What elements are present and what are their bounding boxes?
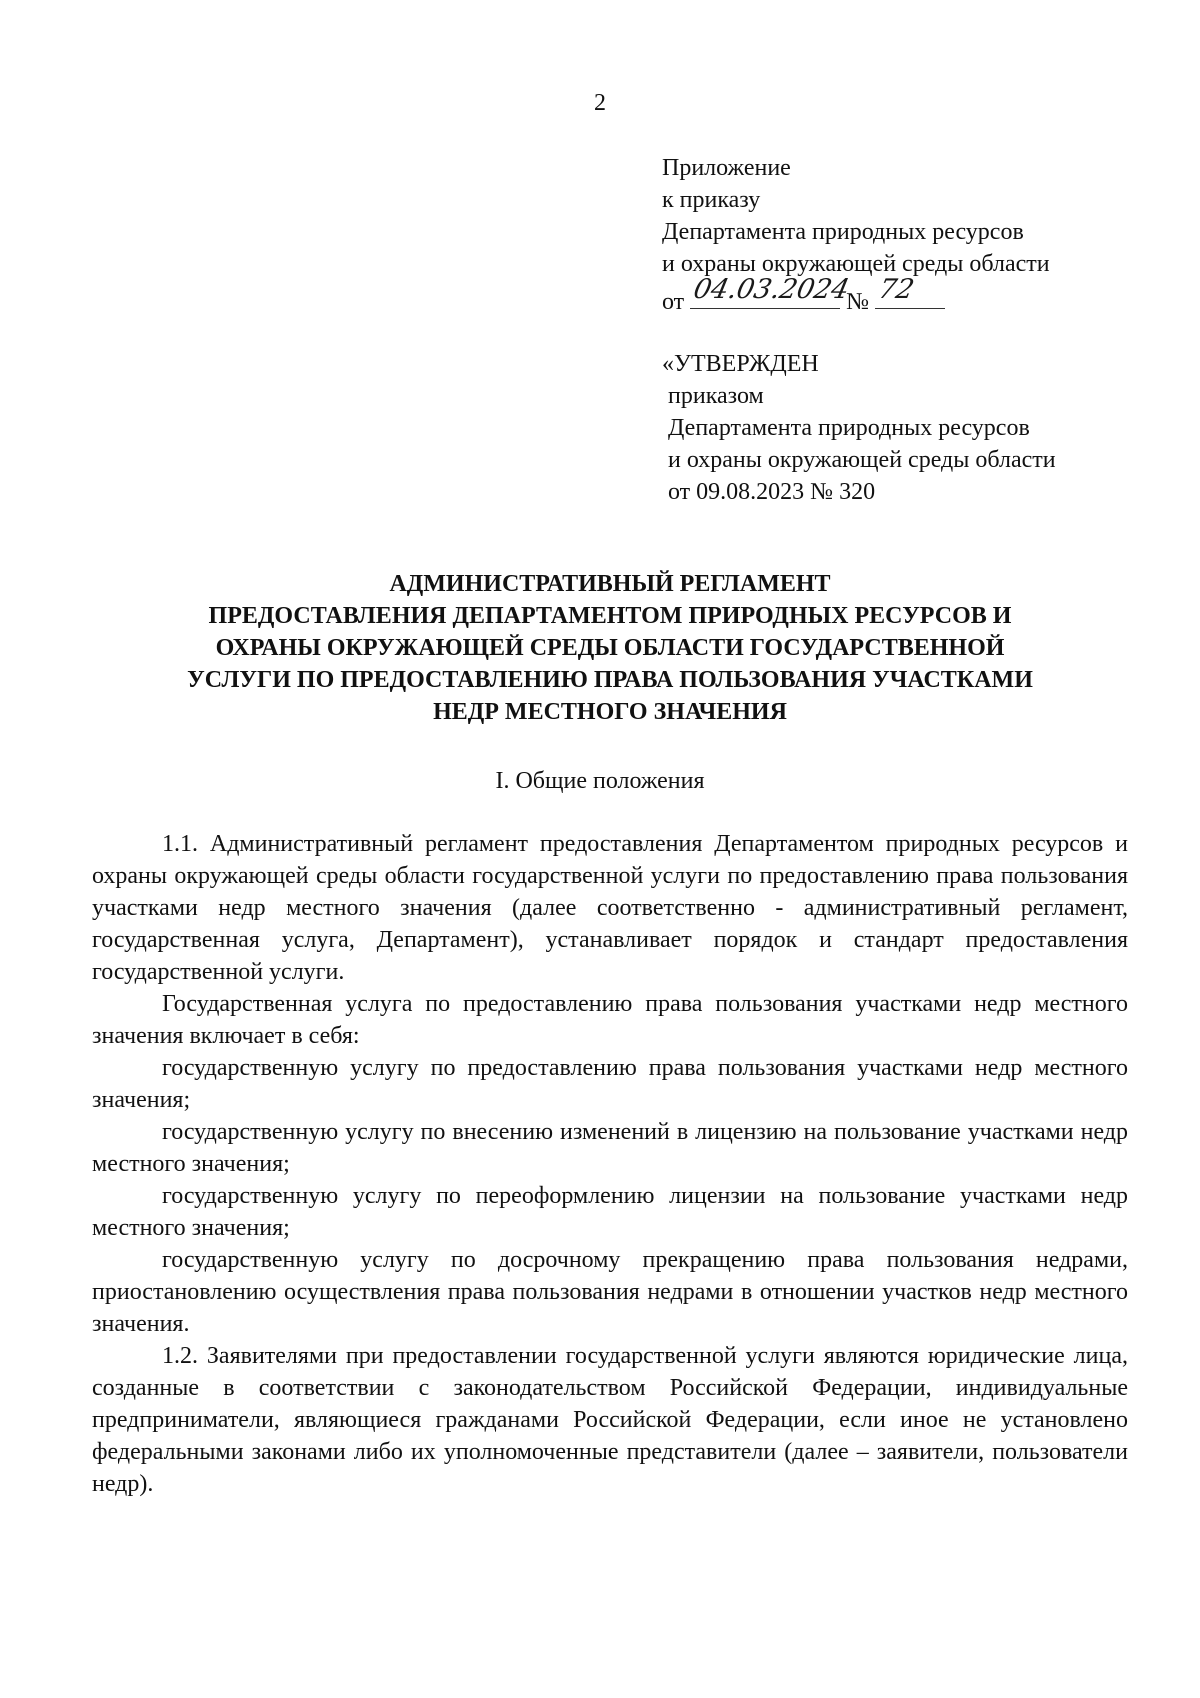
attachment-line: и охраны окружающей среды области xyxy=(662,251,1050,277)
attachment-line: Приложение xyxy=(662,155,791,181)
paragraph: 1.2. Заявителями при предоставлении государственной услуги являются юридические лица, созданные в соответствии с законодательством Российской Федерации, индивидуальные предприниматели, являющиеся гражданами Российской Федерации, если иное не установлено федеральными законами либо их уполномоченные представители (далее – заявители, пользователи недр). xyxy=(92,1343,1128,1497)
attachment-line: Департамента природных ресурсов xyxy=(662,219,1024,245)
approved-stamp xyxy=(662,348,1056,508)
title-line: УСЛУГИ ПО ПРЕДОСТАВЛЕНИЮ ПРАВА ПОЛЬЗОВАНИЯ УЧАСТКАМИ xyxy=(187,667,1033,693)
handwritten-date-field xyxy=(690,274,853,309)
paragraph: государственную услугу по внесению изменений в лицензию на пользование участками недр местного значения; xyxy=(92,1119,1128,1177)
approved-line: от 09.08.2023 № 320 xyxy=(668,479,876,505)
handwritten-number: 72 xyxy=(875,274,917,305)
paragraph: Государственная услуга по предоставлению права пользования участками недр местного значения включает в себя: xyxy=(92,991,1128,1049)
handwritten-date: 04.03.2024 xyxy=(690,274,853,305)
approved-line: «УТВЕРЖДЕН xyxy=(662,351,819,377)
attachment-line: к приказу xyxy=(662,187,761,213)
number-label: № xyxy=(846,289,870,315)
approved-line: приказом xyxy=(668,383,764,409)
body-text xyxy=(92,828,1128,1500)
paragraph: государственную услугу по досрочному прекращению права пользования недрами, приостановлению осуществления права пользования недрами в отношении участков недр местного значения. xyxy=(92,1247,1128,1337)
handwritten-number-field xyxy=(875,274,945,309)
page-number: 2 xyxy=(594,90,606,116)
from-label: от xyxy=(662,289,685,315)
title-line: ОХРАНЫ ОКРУЖАЮЩЕЙ СРЕДЫ ОБЛАСТИ ГОСУДАРСТВЕННОЙ xyxy=(215,635,1005,661)
attachment-order-line xyxy=(662,274,1050,318)
section-heading: I. Общие положения xyxy=(495,768,705,794)
paragraph: государственную услугу по предоставлению права пользования участками недр местного значения; xyxy=(92,1055,1128,1113)
approved-line: Департамента природных ресурсов xyxy=(668,415,1030,441)
attachment-stamp xyxy=(662,152,1050,318)
document-title xyxy=(90,568,1130,728)
paragraph: 1.1. Административный регламент предоставления Департаментом природных ресурсов и охраны окружающей среды области государственной услуги по предоставлению права пользования участками недр местного значения (далее соответственно - административный регламент, государственная услуга, Департамент), устанавливает порядок и стандарт предоставления государственной услуги. xyxy=(92,831,1128,985)
approved-line: и охраны окружающей среды области xyxy=(668,447,1056,473)
paragraph: государственную услугу по переоформлению лицензии на пользование участками недр местного значения; xyxy=(92,1183,1128,1241)
title-line: ПРЕДОСТАВЛЕНИЯ ДЕПАРТАМЕНТОМ ПРИРОДНЫХ РЕСУРСОВ И xyxy=(208,603,1012,629)
title-line: АДМИНИСТРАТИВНЫЙ РЕГЛАМЕНТ xyxy=(389,571,831,597)
title-line: НЕДР МЕСТНОГО ЗНАЧЕНИЯ xyxy=(433,699,787,725)
